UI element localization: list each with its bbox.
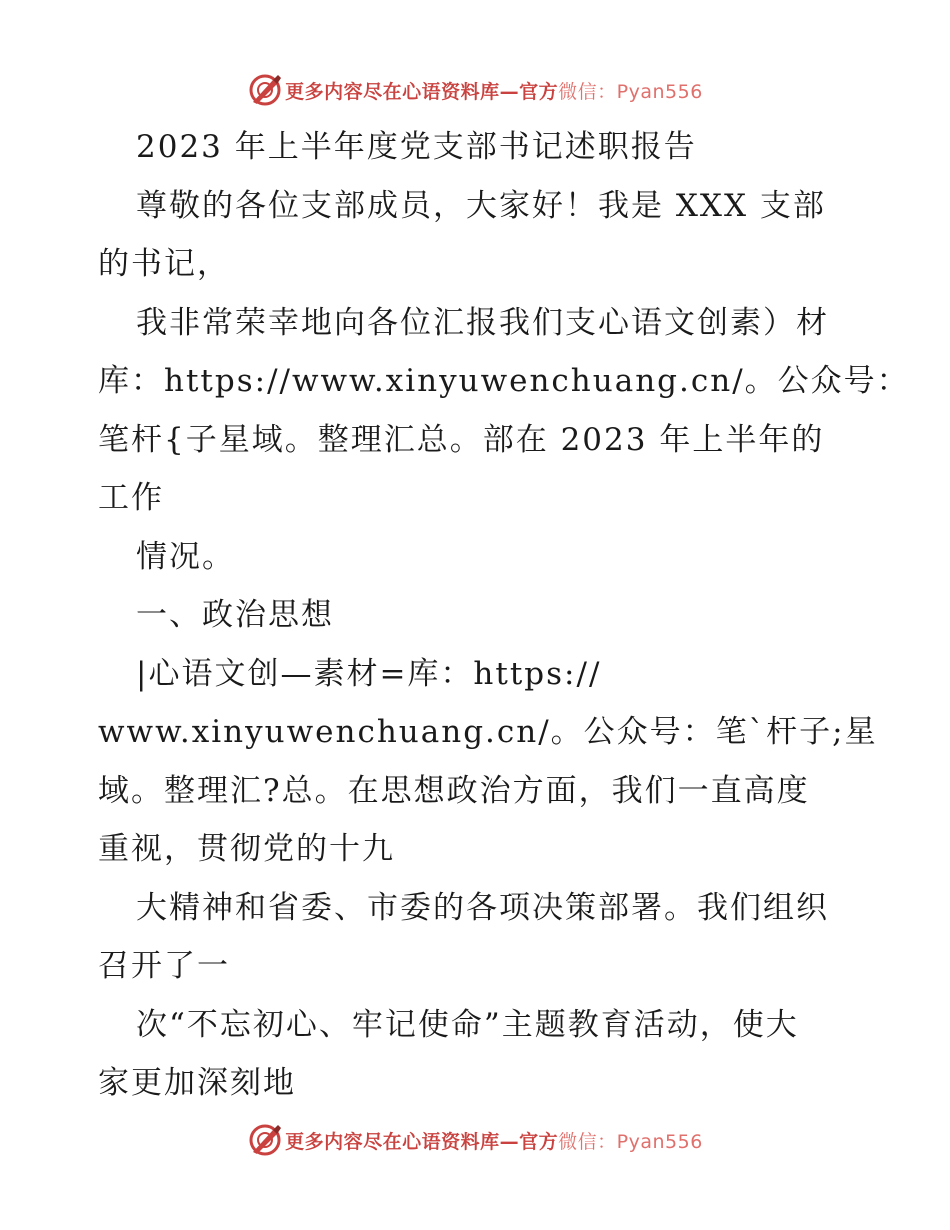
footer-banner	[0, 1120, 950, 1160]
text-line: |心语文创—素材=库：https://	[136, 655, 602, 692]
text-line: 我非常荣幸地向各位汇报我们支心语文创素）材	[136, 304, 829, 341]
banner-title: 更多内容尽在心语资料库—官方	[285, 1130, 559, 1153]
text-line: 的书记，	[98, 246, 230, 282]
text-line: 重视，贯彻党的十九	[98, 831, 395, 867]
text-line: 召开了一	[98, 948, 230, 984]
text-line: 2023 年上半年度党支部书记述职报告	[136, 129, 697, 165]
banner-wechat: 微信：Pyan556	[558, 1130, 703, 1153]
text-line: 域。整理汇?总。在思想政治方面，我们一直高度	[98, 772, 810, 809]
text-line: www.xinyuwenchuang.cn/。公众号：笔`杆子;星	[98, 714, 878, 750]
pen-logo-icon	[247, 72, 283, 108]
text-line: 大精神和省委、市委的各项决策部署。我们组织	[136, 889, 829, 926]
banner-wechat: 微信：Pyan556	[558, 80, 703, 103]
text-line: 工作	[98, 480, 164, 516]
text-line: 次“不忘初心、牢记使命”主题教育活动，使大	[136, 1006, 799, 1043]
banner-title: 更多内容尽在心语资料库—官方	[285, 80, 559, 103]
text-line: 一、政治思想	[136, 597, 334, 633]
text-line: 情况。	[136, 538, 235, 575]
header-banner	[0, 70, 950, 110]
text-line: 家更加深刻地	[98, 1065, 296, 1101]
pen-logo-icon	[247, 1122, 283, 1158]
text-line: 库：https://www.xinyuwenchuang.cn/。公众号：	[98, 363, 910, 399]
document-body	[98, 118, 910, 1113]
text-line: 笔杆{子星域。整理汇总。部在 2023 年上半年的	[98, 421, 825, 458]
text-line: 尊敬的各位支部成员，大家好！我是 XXX 支部	[136, 187, 826, 224]
